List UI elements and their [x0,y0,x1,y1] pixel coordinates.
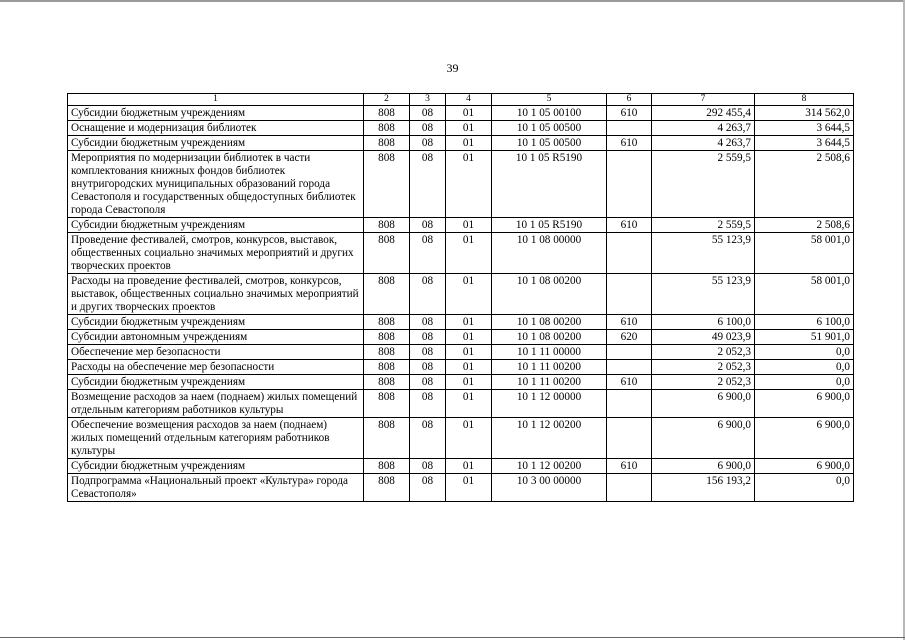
subsection-code-cell: 01 [446,151,492,218]
table-body [68,94,854,502]
column-number: 8 [755,94,854,106]
amount-year1-cell: 6 900,0 [652,459,755,474]
grbs-code-cell: 808 [364,151,410,218]
amount-year2-cell: 6 900,0 [755,418,854,459]
subsection-code-cell: 01 [446,315,492,330]
amount-year1-cell: 49 023,9 [652,330,755,345]
expense-type-cell [607,390,652,418]
target-article-cell: 10 1 11 00000 [492,345,607,360]
section-code-cell: 08 [410,136,446,151]
grbs-code-cell: 808 [364,121,410,136]
amount-year2-cell: 0,0 [755,375,854,390]
target-article-cell: 10 1 12 00200 [492,459,607,474]
expense-name-cell: Субсидии бюджетным учреждениям [68,375,364,390]
table-row [68,459,854,474]
amount-year2-cell: 3 644,5 [755,121,854,136]
expense-type-cell [607,360,652,375]
section-code-cell: 08 [410,459,446,474]
expense-type-cell [607,121,652,136]
grbs-code-cell: 808 [364,315,410,330]
grbs-code-cell: 808 [364,474,410,502]
table-row [68,345,854,360]
table-row [68,106,854,121]
grbs-code-cell: 808 [364,345,410,360]
expense-type-cell: 610 [607,218,652,233]
expense-type-cell [607,151,652,218]
expense-type-cell: 610 [607,136,652,151]
subsection-code-cell: 01 [446,330,492,345]
amount-year2-cell: 51 901,0 [755,330,854,345]
expense-name-cell: Возмещение расходов за наем (поднаем) жилых помещений отдельным категориям работников культуры [68,390,364,418]
column-number: 5 [492,94,607,106]
amount-year2-cell: 2 508,6 [755,151,854,218]
table-row [68,315,854,330]
subsection-code-cell: 01 [446,121,492,136]
expense-type-cell: 610 [607,459,652,474]
amount-year1-cell: 6 900,0 [652,418,755,459]
subsection-code-cell: 01 [446,106,492,121]
amount-year2-cell: 6 100,0 [755,315,854,330]
target-article-cell: 10 1 11 00200 [492,375,607,390]
amount-year1-cell: 55 123,9 [652,274,755,315]
expense-type-cell [607,274,652,315]
target-article-cell: 10 1 05 R5190 [492,151,607,218]
column-number-row [68,94,854,106]
grbs-code-cell: 808 [364,459,410,474]
subsection-code-cell: 01 [446,136,492,151]
expense-name-cell: Субсидии бюджетным учреждениям [68,459,364,474]
target-article-cell: 10 1 05 00500 [492,121,607,136]
amount-year1-cell: 2 052,3 [652,375,755,390]
grbs-code-cell: 808 [364,375,410,390]
target-article-cell: 10 3 00 00000 [492,474,607,502]
expense-name-cell: Оснащение и модернизация библиотек [68,121,364,136]
expense-type-cell: 610 [607,315,652,330]
column-number: 4 [446,94,492,106]
page-number: 39 [446,61,459,75]
expense-type-cell: 620 [607,330,652,345]
grbs-code-cell: 808 [364,360,410,375]
grbs-code-cell: 808 [364,418,410,459]
expense-name-cell: Подпрограмма «Национальный проект «Культура» города Севастополя» [68,474,364,502]
subsection-code-cell: 01 [446,218,492,233]
column-number: 1 [68,94,364,106]
expense-type-cell: 610 [607,375,652,390]
target-article-cell: 10 1 08 00200 [492,330,607,345]
table-row [68,151,854,218]
table-row [68,121,854,136]
subsection-code-cell: 01 [446,418,492,459]
target-article-cell: 10 1 12 00000 [492,390,607,418]
amount-year2-cell: 6 900,0 [755,390,854,418]
expense-name-cell: Субсидии бюджетным учреждениям [68,136,364,151]
expense-name-cell: Обеспечение возмещения расходов за наем (поднаем) жилых помещений отдельным категориям работников культуры [68,418,364,459]
grbs-code-cell: 808 [364,274,410,315]
section-code-cell: 08 [410,418,446,459]
subsection-code-cell: 01 [446,390,492,418]
section-code-cell: 08 [410,360,446,375]
target-article-cell: 10 1 08 00200 [492,274,607,315]
expense-name-cell: Субсидии бюджетным учреждениям [68,106,364,121]
grbs-code-cell: 808 [364,218,410,233]
table-row [68,330,854,345]
amount-year1-cell: 4 263,7 [652,136,755,151]
grbs-code-cell: 808 [364,233,410,274]
amount-year1-cell: 156 193,2 [652,474,755,502]
target-article-cell: 10 1 05 R5190 [492,218,607,233]
expense-type-cell [607,474,652,502]
section-code-cell: 08 [410,106,446,121]
amount-year1-cell: 292 455,4 [652,106,755,121]
target-article-cell: 10 1 08 00200 [492,315,607,330]
amount-year1-cell: 2 559,5 [652,218,755,233]
table-row [68,418,854,459]
grbs-code-cell: 808 [364,106,410,121]
column-number: 6 [607,94,652,106]
target-article-cell: 10 1 11 00200 [492,360,607,375]
expense-type-cell [607,418,652,459]
subsection-code-cell: 01 [446,345,492,360]
expense-name-cell: Проведение фестивалей, смотров, конкурсов, выставок, общественных социально значимых мероприятий и других творческих проектов [68,233,364,274]
amount-year2-cell: 0,0 [755,474,854,502]
table-row [68,136,854,151]
target-article-cell: 10 1 12 00200 [492,418,607,459]
amount-year2-cell: 58 001,0 [755,274,854,315]
table-row [68,274,854,315]
amount-year1-cell: 6 900,0 [652,390,755,418]
expense-name-cell: Расходы на обеспечение мер безопасности [68,360,364,375]
page-edge-bottom [0,637,905,638]
subsection-code-cell: 01 [446,274,492,315]
column-number: 7 [652,94,755,106]
subsection-code-cell: 01 [446,360,492,375]
table-row [68,390,854,418]
amount-year2-cell: 3 644,5 [755,136,854,151]
section-code-cell: 08 [410,218,446,233]
section-code-cell: 08 [410,121,446,136]
amount-year2-cell: 0,0 [755,345,854,360]
section-code-cell: 08 [410,233,446,274]
page-edge-top [0,0,905,2]
subsection-code-cell: 01 [446,375,492,390]
amount-year2-cell: 0,0 [755,360,854,375]
subsection-code-cell: 01 [446,233,492,274]
amount-year2-cell: 314 562,0 [755,106,854,121]
grbs-code-cell: 808 [364,136,410,151]
subsection-code-cell: 01 [446,459,492,474]
target-article-cell: 10 1 05 00500 [492,136,607,151]
column-number: 3 [410,94,446,106]
expense-type-cell [607,233,652,274]
grbs-code-cell: 808 [364,390,410,418]
expense-name-cell: Субсидии автономным учреждениям [68,330,364,345]
amount-year1-cell: 55 123,9 [652,233,755,274]
table-row [68,474,854,502]
table-row [68,218,854,233]
target-article-cell: 10 1 08 00000 [492,233,607,274]
expense-name-cell: Мероприятия по модернизации библиотек в части комплектования книжных фондов библиотек внутригородских муниципальных образований города Севастополя и государственных общедоступных библиотек города Севастополя [68,151,364,218]
expense-type-cell: 610 [607,106,652,121]
section-code-cell: 08 [410,474,446,502]
amount-year1-cell: 4 263,7 [652,121,755,136]
section-code-cell: 08 [410,151,446,218]
section-code-cell: 08 [410,390,446,418]
budget-table [67,93,854,502]
section-code-cell: 08 [410,375,446,390]
table-row [68,375,854,390]
expense-name-cell: Обеспечение мер безопасности [68,345,364,360]
amount-year2-cell: 2 508,6 [755,218,854,233]
grbs-code-cell: 808 [364,330,410,345]
amount-year2-cell: 58 001,0 [755,233,854,274]
target-article-cell: 10 1 05 00100 [492,106,607,121]
table-row [68,233,854,274]
amount-year1-cell: 6 100,0 [652,315,755,330]
expense-type-cell [607,345,652,360]
section-code-cell: 08 [410,345,446,360]
expense-name-cell: Субсидии бюджетным учреждениям [68,315,364,330]
section-code-cell: 08 [410,274,446,315]
amount-year1-cell: 2 052,3 [652,345,755,360]
amount-year1-cell: 2 052,3 [652,360,755,375]
subsection-code-cell: 01 [446,474,492,502]
expense-name-cell: Субсидии бюджетным учреждениям [68,218,364,233]
table-row [68,360,854,375]
section-code-cell: 08 [410,315,446,330]
amount-year2-cell: 6 900,0 [755,459,854,474]
column-number: 2 [364,94,410,106]
expense-name-cell: Расходы на проведение фестивалей, смотров, конкурсов, выставок, общественных социально значимых мероприятий и других творческих проектов [68,274,364,315]
amount-year1-cell: 2 559,5 [652,151,755,218]
section-code-cell: 08 [410,330,446,345]
